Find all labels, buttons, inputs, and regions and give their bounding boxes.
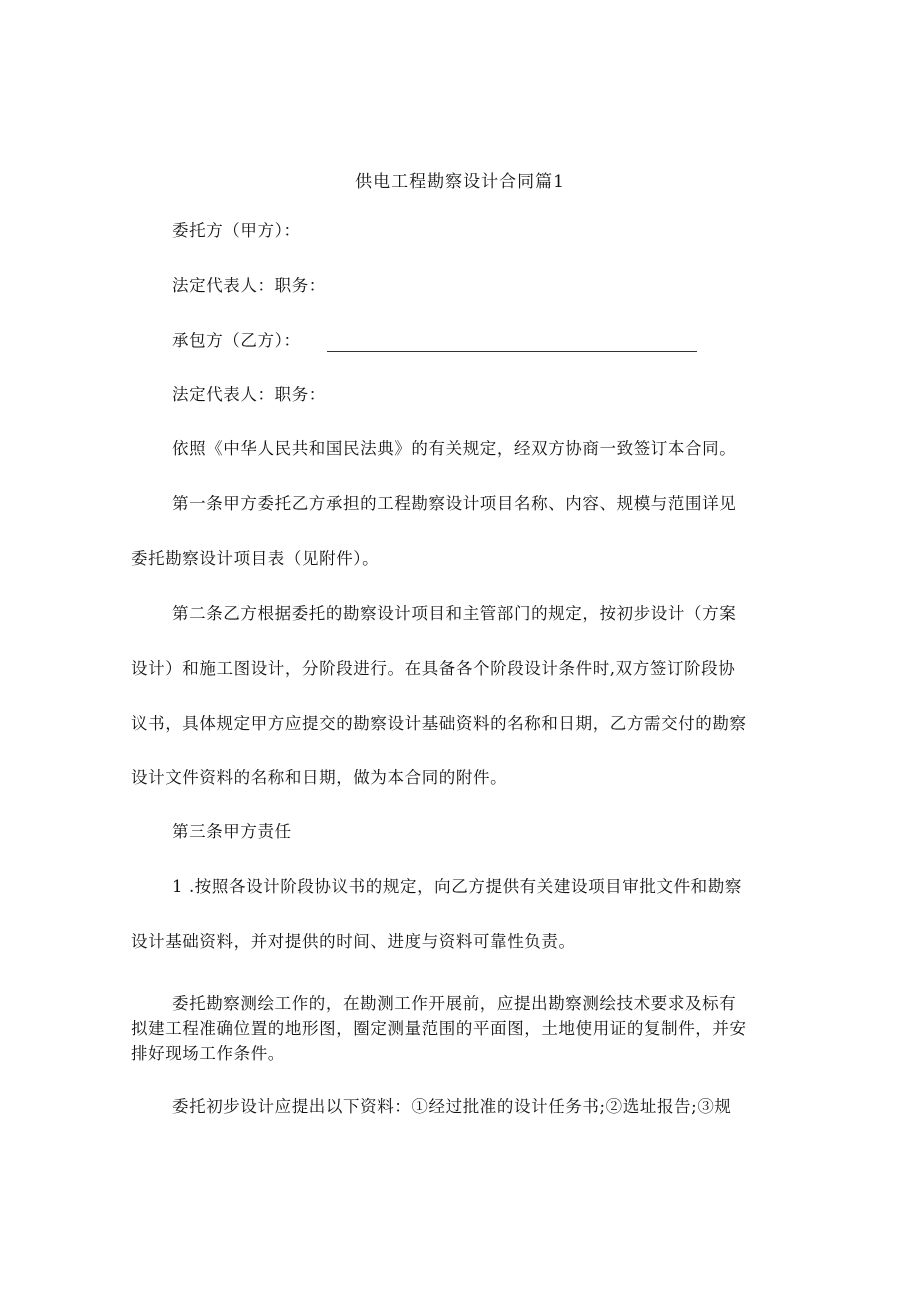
article3-item1-line-2: 设计基础资料，并对提供的时间、进度与资料可靠性负责。 xyxy=(131,932,576,951)
article2-line-4: 设计文件资料的名称和日期，做为本合同的附件。 xyxy=(131,768,508,787)
article3-item1-line-1: 1 .按照各设计阶段协议书的规定，向乙方提供有关建设项目审批文件和勘察 xyxy=(172,877,742,896)
legal-basis-paragraph: 依照《中华人民共和国民法典》的有关规定，经双方协商一致签订本合同。 xyxy=(172,439,737,458)
article1-line-2: 委托勘察设计项目表（见附件）。 xyxy=(131,549,380,568)
party-b-representative-line: 法定代表人：职务： xyxy=(172,385,326,404)
party-a-line: 委托方（甲方）： xyxy=(172,221,301,240)
party-a-representative-line: 法定代表人：职务： xyxy=(172,276,326,295)
article2-line-2: 设计）和施工图设计，分阶段进行。在具备各个阶段设计条件时,双方签订阶段协 xyxy=(131,659,736,678)
party-b-line xyxy=(172,330,697,352)
article3-heading: 第三条甲方责任 xyxy=(172,822,292,841)
preliminary-design-paragraph: 委托初步设计应提出以下资料：①经过批准的设计任务书;②选址报告;③规 xyxy=(172,1097,732,1116)
party-b-label: 承包方（乙方）： xyxy=(172,331,301,350)
survey-paragraph-line-1: 委托勘察测绘工作的，在勘测工作开展前，应提出勘察测绘技术要求及标有 xyxy=(172,994,737,1013)
survey-paragraph-line-3: 排好现场工作条件。 xyxy=(131,1044,285,1063)
survey-paragraph-line-2: 拟建工程准确位置的地形图，圈定测量范围的平面图，土地使用证的复制件，并安 xyxy=(131,1019,747,1038)
document-title: 供电工程勘察设计合同篇1 xyxy=(355,172,565,192)
article2-line-3: 议书，具体规定甲方应提交的勘察设计基础资料的名称和日期，乙方需交付的勘察 xyxy=(131,714,747,733)
article1-line-1: 第一条甲方委托乙方承担的工程勘察设计项目名称、内容、规模与范围详见 xyxy=(172,494,737,513)
article2-line-1: 第二条乙方根据委托的勘察设计项目和主管部门的规定，按初步设计（方案 xyxy=(172,604,737,623)
party-b-blank-underline xyxy=(327,351,697,352)
